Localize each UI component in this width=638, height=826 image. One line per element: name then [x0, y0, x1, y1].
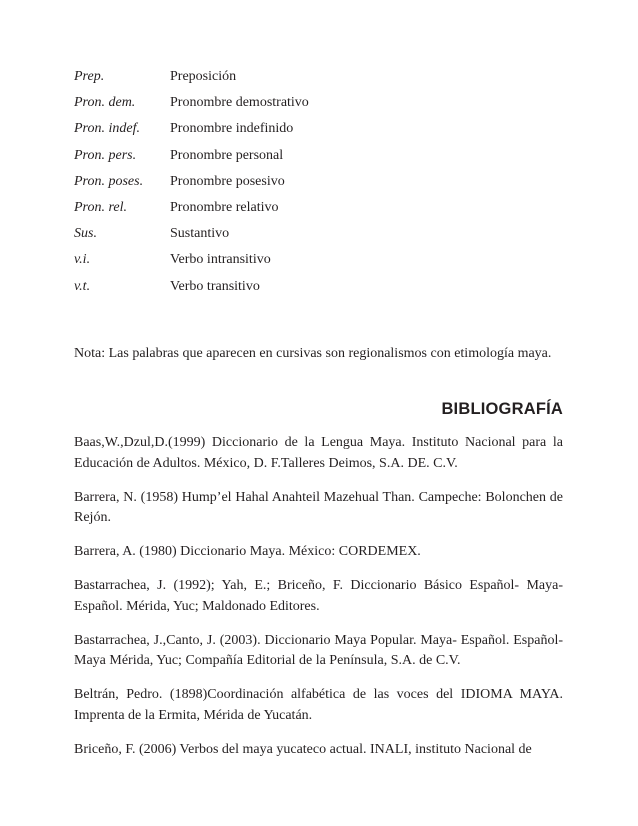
bibliography-entry: Briceño, F. (2006) Verbos del maya yucateco actual. INALI, instituto Nacional de — [74, 741, 532, 757]
note-paragraph: Nota: Las palabras que aparecen en cursivas son regionalismos con etimología maya. — [74, 346, 552, 361]
abbreviation-meaning: Pronombre relativo — [170, 199, 279, 215]
bibliography-entry: Bastarrachea, J. (1992); Yah, E.; Briceño, F. Diccionario Básico Español- Maya-Español. Mérida, Yuc; Maldonado Editores. — [74, 578, 563, 614]
abbreviation: Prep. — [74, 69, 105, 84]
abbreviation: v.i. — [74, 252, 91, 268]
abbreviation-row — [74, 94, 564, 120]
abbreviation-meaning: Verbo transitivo — [170, 278, 260, 294]
bibliography-entry: Beltrán, Pedro. (1898)Coordinación alfabética de las voces del IDIOMA MAYA. Imprenta de la Ermita, Mérida de Yucatán. — [74, 687, 563, 723]
abbreviation-meaning: Verbo intransitivo — [170, 252, 271, 268]
abbreviation-row — [74, 251, 564, 277]
abbreviation-row — [74, 68, 564, 94]
abbreviation-row — [74, 173, 564, 199]
bibliography-entry: Barrera, A. (1980) Diccionario Maya. México: CORDEMEX. — [74, 544, 421, 559]
abbreviation-meaning: Preposición — [170, 69, 237, 84]
abbreviation-row — [74, 199, 564, 225]
abbreviation-row — [74, 225, 564, 251]
bibliography-list — [74, 433, 563, 774]
abbreviation: Pron. poses. — [74, 173, 144, 189]
abbreviation-list — [74, 68, 564, 304]
abbreviation-meaning: Pronombre demostrativo — [170, 95, 309, 111]
abbreviation-meaning: Sustantivo — [170, 226, 230, 242]
bibliography-heading: BIBLIOGRAFÍA — [441, 400, 563, 418]
bibliography-entry: Baas,W.,Dzul,D.(1999) Diccionario de la Lengua Maya. Instituto Nacional para la Educación de Adultos. México, D. F.Talleres Deimos, S.A. DE. C.V. — [74, 435, 563, 471]
abbreviation: v.t. — [74, 278, 91, 294]
abbreviation-row — [74, 120, 564, 146]
abbreviation: Sus. — [74, 226, 97, 242]
abbreviation-row — [74, 147, 564, 173]
abbreviation: Pron. pers. — [74, 147, 137, 163]
abbreviation-meaning: Pronombre posesivo — [170, 173, 285, 189]
abbreviation-meaning: Pronombre indefinido — [170, 121, 294, 137]
abbreviation: Pron. indef. — [74, 121, 140, 137]
abbreviation: Pron. rel. — [74, 199, 128, 215]
abbreviation: Pron. dem. — [74, 95, 136, 111]
abbreviation-meaning: Pronombre personal — [170, 147, 284, 163]
abbreviation-row — [74, 278, 564, 304]
bibliography-entry: Barrera, N. (1958) Hump’el Hahal Anahteil Mazehual Than. Campeche: Bolonchen de Rejón. — [74, 489, 563, 525]
bibliography-entry: Bastarrachea, J.,Canto, J. (2003). Diccionario Maya Popular. Maya- Español. Español-Maya Mérida, Yuc; Compañía Editorial de la Península, S.A. de C.V. — [74, 632, 563, 668]
